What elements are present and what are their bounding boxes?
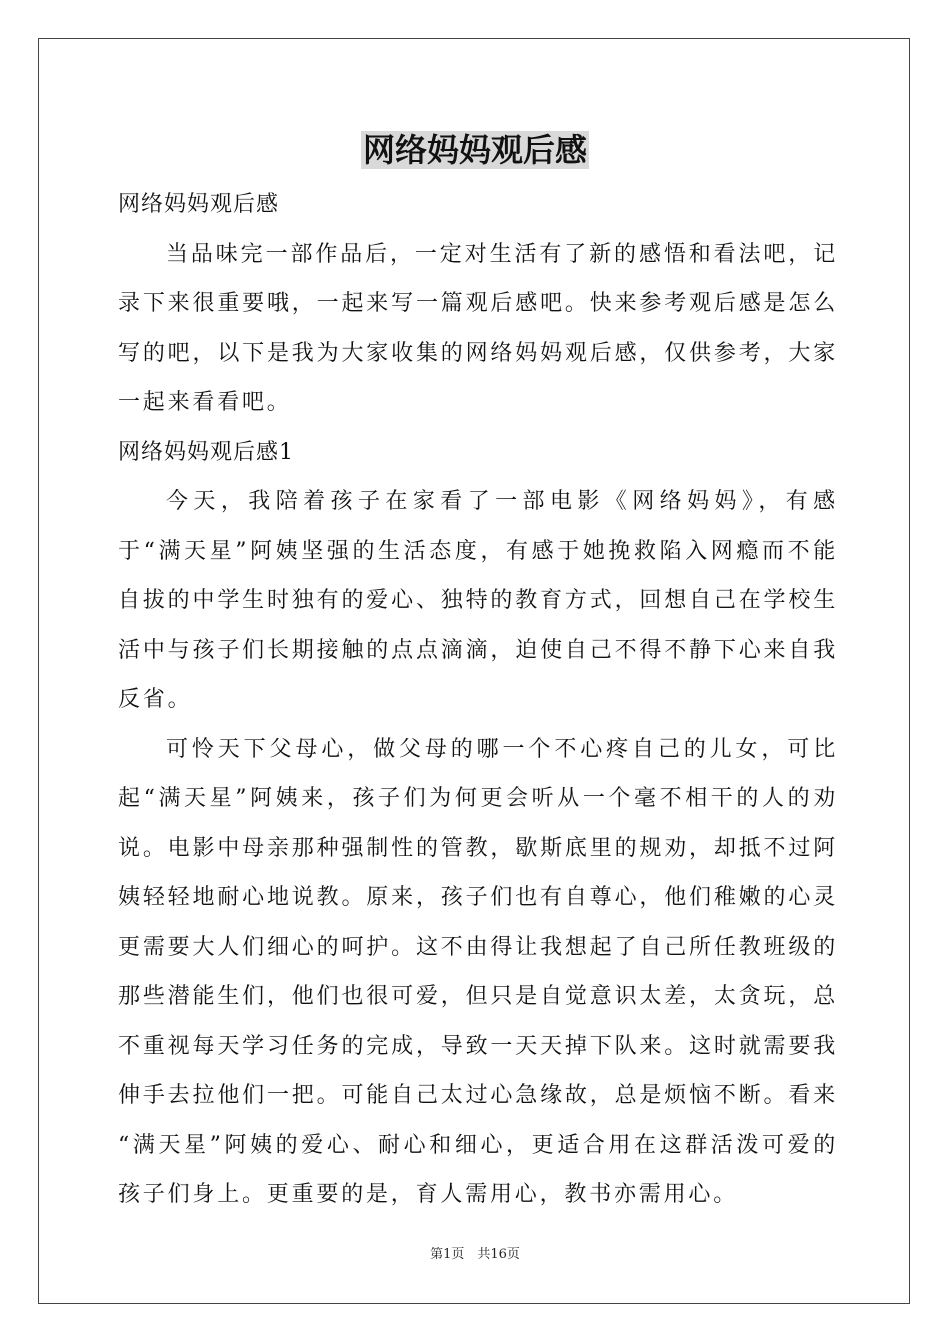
section-heading: 网络妈妈观后感1 xyxy=(118,439,294,465)
document-title xyxy=(0,128,950,172)
body-paragraph-1: 今天，我陪着孩子在家看了一部电影《网络妈妈》，有感于“满天星”阿姨坚强的生活态度，有感于她挽救陷入网瘾而不能自拔的中学生时独有的爱心、独特的教育方式，回想自己在学校生活中与孩子们长期接触的点点滴滴，迫使自己不得不静下心来自我反省。 xyxy=(118,489,838,712)
page-footer: 第1页 共16页 xyxy=(430,1247,520,1262)
document-title-text: 网络妈妈观后感 xyxy=(362,131,587,169)
intro-paragraph: 当品味完一部作品后，一定对生活有了新的感悟和看法吧，记录下来很重要哦，一起来写一篇观后感吧。快来参考观后感是怎么写的吧，以下是我为大家收集的网络妈妈观后感，仅供参考，大家一起来看看吧。 xyxy=(118,241,838,415)
document-subtitle: 网络妈妈观后感 xyxy=(118,192,280,217)
document-body xyxy=(118,180,838,1220)
body-paragraph-2: 可怜天下父母心，做父母的哪一个不心疼自己的儿女，可比起“满天星”阿姨来，孩子们为何更会听从一个毫不相干的人的劝说。电影中母亲那种强制性的管教，歇斯底里的规劝，却抵不过阿姨轻轻地耐心地说教。原来，孩子们也有自尊心，他们稚嫩的心灵更需要大人们细心的呵护。这不由得让我想起了自己所任教班级的那些潜能生们，他们也很可爱，但只是自觉意识太差，太贪玩，总不重视每天学习任务的完成，导致一天天掉下队来。这时就需要我伸手去拉他们一把。可能自己太过心急缘故，总是烦恼不断。看来 “满天星”阿姨的爱心、耐心和细心，更适合用在这群活泼可爱的孩子们身上。更重要的是，育人需用心，教书亦需用心。 xyxy=(118,736,838,1207)
